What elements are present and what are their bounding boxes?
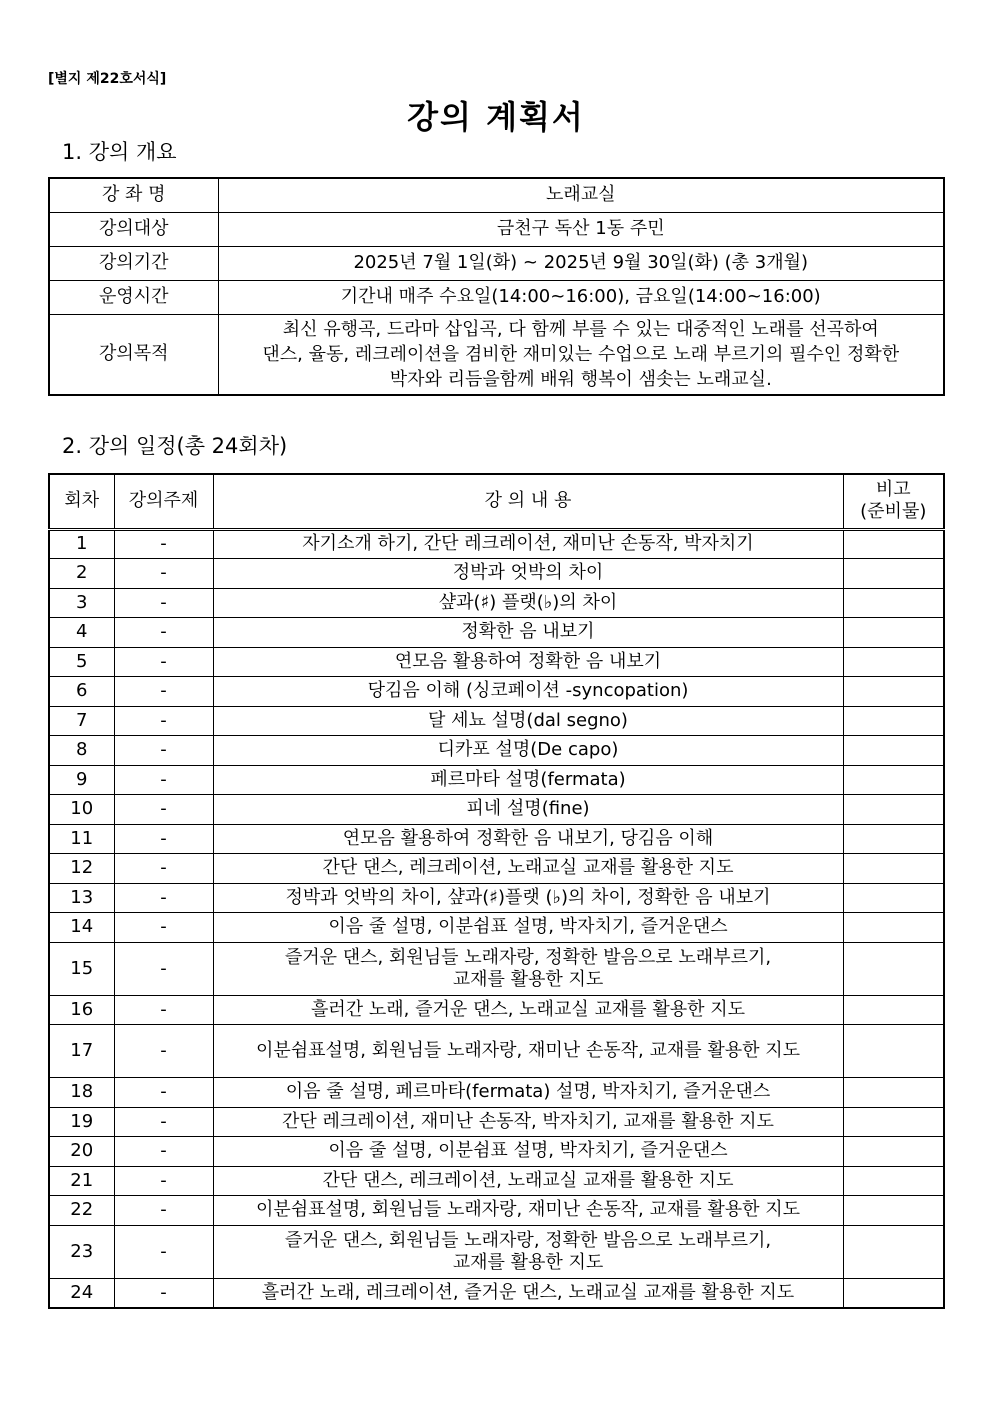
form-label: [별지 제22호서식] xyxy=(48,71,167,87)
session-topic: - xyxy=(114,883,213,913)
session-content xyxy=(213,1025,843,1078)
session-content xyxy=(213,883,843,913)
session-content xyxy=(213,1137,843,1167)
session-content-line: 교재를 활용한 지도 xyxy=(452,1251,604,1273)
session-number: 6 xyxy=(49,677,114,707)
purpose-line: 최신 유행곡, 드라마 삽입곡, 다 함께 부를 수 있는 대중적인 노래를 선곡하여 xyxy=(282,318,879,340)
session-number: 13 xyxy=(49,883,114,913)
session-topic: - xyxy=(114,1166,213,1196)
session-content xyxy=(213,1278,843,1308)
session-content xyxy=(213,824,843,854)
overview-row-course-name xyxy=(49,178,944,212)
session-content xyxy=(213,995,843,1025)
table-row xyxy=(49,1225,944,1278)
overview-value: 노래교실 xyxy=(218,178,944,212)
session-content xyxy=(213,647,843,677)
table-row xyxy=(49,1025,944,1078)
session-topic: - xyxy=(114,1025,213,1078)
session-content xyxy=(213,765,843,795)
session-number: 16 xyxy=(49,995,114,1025)
session-number: 19 xyxy=(49,1107,114,1137)
session-number: 1 xyxy=(49,529,114,559)
schedule-table xyxy=(48,473,945,1309)
section-heading-overview: 1. 강의 개요 xyxy=(62,140,177,164)
session-note xyxy=(843,1196,944,1226)
session-content-line: 피네 설명(fine) xyxy=(466,798,590,820)
session-content-line: 이음 줄 설명, 페르마타(fermata) 설명, 박자치기, 즐거운댄스 xyxy=(285,1081,771,1103)
table-row xyxy=(49,1278,944,1308)
session-content xyxy=(213,1225,843,1278)
table-row xyxy=(49,1166,944,1196)
session-content-line: 정박과 엇박의 차이, 샾과(♯)플랫 (♭)의 차이, 정확한 음 내보기 xyxy=(285,886,771,908)
session-topic: - xyxy=(114,942,213,995)
session-number: 5 xyxy=(49,647,114,677)
session-content-line: 이분쉼표설명, 회원님들 노래자랑, 재미난 손동작, 교재를 활용한 지도 xyxy=(255,1199,801,1221)
session-note xyxy=(843,677,944,707)
session-number: 9 xyxy=(49,765,114,795)
session-topic: - xyxy=(114,913,213,943)
session-content xyxy=(213,559,843,589)
session-topic: - xyxy=(114,1278,213,1308)
overview-value: 기간내 매주 수요일(14:00~16:00), 금요일(14:00~16:00) xyxy=(218,280,944,314)
session-topic: - xyxy=(114,677,213,707)
table-row xyxy=(49,795,944,825)
session-note xyxy=(843,1078,944,1108)
session-content-line: 간단 레크레이션, 재미난 손동작, 박자치기, 교재를 활용한 지도 xyxy=(282,1110,774,1132)
session-content-line: 흘러간 노래, 레크레이션, 즐거운 댄스, 노래교실 교재를 활용한 지도 xyxy=(261,1281,795,1303)
session-note xyxy=(843,706,944,736)
table-row xyxy=(49,1137,944,1167)
session-number: 11 xyxy=(49,824,114,854)
session-content xyxy=(213,736,843,766)
session-content xyxy=(213,1166,843,1196)
session-content-line: 정확한 음 내보기 xyxy=(461,621,595,643)
table-row xyxy=(49,706,944,736)
session-number: 22 xyxy=(49,1196,114,1226)
table-row xyxy=(49,588,944,618)
session-number: 23 xyxy=(49,1225,114,1278)
session-content-line: 교재를 활용한 지도 xyxy=(452,968,604,990)
session-content xyxy=(213,1196,843,1226)
session-topic: - xyxy=(114,1196,213,1226)
session-content-line: 즐거운 댄스, 회원님들 노래자랑, 정확한 발음으로 노래부르기, xyxy=(284,1229,772,1251)
header-session: 회차 xyxy=(49,474,114,529)
table-row xyxy=(49,765,944,795)
session-note xyxy=(843,883,944,913)
session-number: 8 xyxy=(49,736,114,766)
overview-value xyxy=(218,314,944,395)
session-content xyxy=(213,588,843,618)
table-row xyxy=(49,824,944,854)
session-number: 14 xyxy=(49,913,114,943)
overview-row-period xyxy=(49,246,944,280)
overview-label: 강 좌 명 xyxy=(49,178,218,212)
table-row xyxy=(49,995,944,1025)
session-number: 15 xyxy=(49,942,114,995)
session-topic: - xyxy=(114,1107,213,1137)
overview-row-target xyxy=(49,212,944,246)
session-number: 4 xyxy=(49,618,114,648)
session-content-line: 즐거운 댄스, 회원님들 노래자랑, 정확한 발음으로 노래부르기, xyxy=(284,946,772,968)
session-topic: - xyxy=(114,618,213,648)
table-row xyxy=(49,942,944,995)
session-content-line: 이분쉼표설명, 회원님들 노래자랑, 재미난 손동작, 교재를 활용한 지도 xyxy=(255,1040,801,1061)
schedule-body xyxy=(49,529,944,1308)
session-note xyxy=(843,588,944,618)
session-number: 2 xyxy=(49,559,114,589)
session-note xyxy=(843,1278,944,1308)
session-number: 18 xyxy=(49,1078,114,1108)
header-topic: 강의주제 xyxy=(114,474,213,529)
overview-label: 강의목적 xyxy=(49,314,218,395)
session-content-line: 디카포 설명(De capo) xyxy=(437,739,619,761)
session-topic: - xyxy=(114,529,213,559)
session-number: 10 xyxy=(49,795,114,825)
schedule-header-row xyxy=(49,474,944,529)
table-row xyxy=(49,1078,944,1108)
session-content-line: 간단 댄스, 레크레이션, 노래교실 교재를 활용한 지도 xyxy=(322,1169,734,1191)
overview-label: 운영시간 xyxy=(49,280,218,314)
session-content-line: 정박과 엇박의 차이 xyxy=(452,562,604,584)
session-content xyxy=(213,677,843,707)
session-content-line: 달 세뇨 설명(dal segno) xyxy=(428,709,628,731)
session-topic: - xyxy=(114,1225,213,1278)
session-note xyxy=(843,618,944,648)
session-number: 24 xyxy=(49,1278,114,1308)
session-topic: - xyxy=(114,795,213,825)
session-topic: - xyxy=(114,854,213,884)
session-topic: - xyxy=(114,647,213,677)
session-note xyxy=(843,1137,944,1167)
purpose-line: 박자와 리듬을함께 배워 행복이 샘솟는 노래교실. xyxy=(389,368,772,390)
document-title: 강의 계획서 xyxy=(407,98,585,136)
table-row xyxy=(49,647,944,677)
purpose-line: 댄스, 율동, 레크레이션을 겸비한 재미있는 수업으로 노래 부르기의 필수인 정확한 xyxy=(262,343,900,365)
overview-value: 금천구 독산 1동 주민 xyxy=(218,212,944,246)
session-content-line: 자기소개 하기, 간단 레크레이션, 재미난 손동작, 박자치기 xyxy=(302,533,754,555)
header-note-line: (준비물) xyxy=(860,501,927,523)
session-content xyxy=(213,913,843,943)
session-topic: - xyxy=(114,588,213,618)
session-content-line: 연모음 활용하여 정확한 음 내보기 xyxy=(394,650,662,672)
session-content-line: 간단 댄스, 레크레이션, 노래교실 교재를 활용한 지도 xyxy=(322,857,734,879)
overview-value: 2025년 7월 1일(화) ~ 2025년 9월 30일(화) (총 3개월) xyxy=(218,246,944,280)
session-number: 12 xyxy=(49,854,114,884)
session-note xyxy=(843,647,944,677)
overview-label: 강의기간 xyxy=(49,246,218,280)
session-topic: - xyxy=(114,559,213,589)
session-note xyxy=(843,995,944,1025)
session-content-line: 페르마타 설명(fermata) xyxy=(430,768,626,790)
session-topic: - xyxy=(114,736,213,766)
session-content-line: 샾과(♯) 플랫(♭)의 차이 xyxy=(438,591,618,613)
session-note xyxy=(843,1025,944,1078)
overview-table xyxy=(48,177,945,396)
session-content-line: 이음 줄 설명, 이분쉼표 설명, 박자치기, 즐거운댄스 xyxy=(328,916,728,938)
header-note xyxy=(843,474,944,529)
session-content-line: 이음 줄 설명, 이분쉼표 설명, 박자치기, 즐거운댄스 xyxy=(328,1140,728,1162)
session-note xyxy=(843,1166,944,1196)
session-note xyxy=(843,795,944,825)
table-row xyxy=(49,1196,944,1226)
overview-row-purpose xyxy=(49,314,944,395)
session-content-line: 당김음 이해 (싱코페이션 -syncopation) xyxy=(367,680,689,702)
overview-row-hours xyxy=(49,280,944,314)
table-row xyxy=(49,854,944,884)
session-content xyxy=(213,942,843,995)
session-topic: - xyxy=(114,824,213,854)
session-note xyxy=(843,529,944,559)
section-heading-schedule: 2. 강의 일정(총 24회차) xyxy=(62,434,288,458)
session-note xyxy=(843,559,944,589)
table-row xyxy=(49,1107,944,1137)
session-topic: - xyxy=(114,995,213,1025)
session-content xyxy=(213,854,843,884)
header-note-line: 비고 xyxy=(875,479,911,501)
session-content xyxy=(213,529,843,559)
session-content xyxy=(213,618,843,648)
session-content xyxy=(213,1078,843,1108)
session-note xyxy=(843,736,944,766)
table-row xyxy=(49,559,944,589)
table-row xyxy=(49,913,944,943)
session-note xyxy=(843,765,944,795)
session-content-line: 연모음 활용하여 정확한 음 내보기, 당김음 이해 xyxy=(342,827,714,849)
session-content xyxy=(213,706,843,736)
table-row xyxy=(49,677,944,707)
session-topic: - xyxy=(114,1078,213,1108)
session-topic: - xyxy=(114,706,213,736)
session-note xyxy=(843,913,944,943)
session-content-line: 흘러간 노래, 즐거운 댄스, 노래교실 교재를 활용한 지도 xyxy=(310,998,746,1020)
session-number: 21 xyxy=(49,1166,114,1196)
session-topic: - xyxy=(114,1137,213,1167)
session-content xyxy=(213,1107,843,1137)
overview-label: 강의대상 xyxy=(49,212,218,246)
session-topic: - xyxy=(114,765,213,795)
session-note xyxy=(843,1107,944,1137)
table-row xyxy=(49,618,944,648)
session-number: 7 xyxy=(49,706,114,736)
session-note xyxy=(843,854,944,884)
header-content: 강 의 내 용 xyxy=(213,474,843,529)
session-number: 3 xyxy=(49,588,114,618)
session-note xyxy=(843,1225,944,1278)
session-number: 17 xyxy=(49,1025,114,1078)
session-number: 20 xyxy=(49,1137,114,1167)
session-note xyxy=(843,942,944,995)
table-row xyxy=(49,529,944,559)
table-row xyxy=(49,883,944,913)
session-note xyxy=(843,824,944,854)
session-content xyxy=(213,795,843,825)
table-row xyxy=(49,736,944,766)
